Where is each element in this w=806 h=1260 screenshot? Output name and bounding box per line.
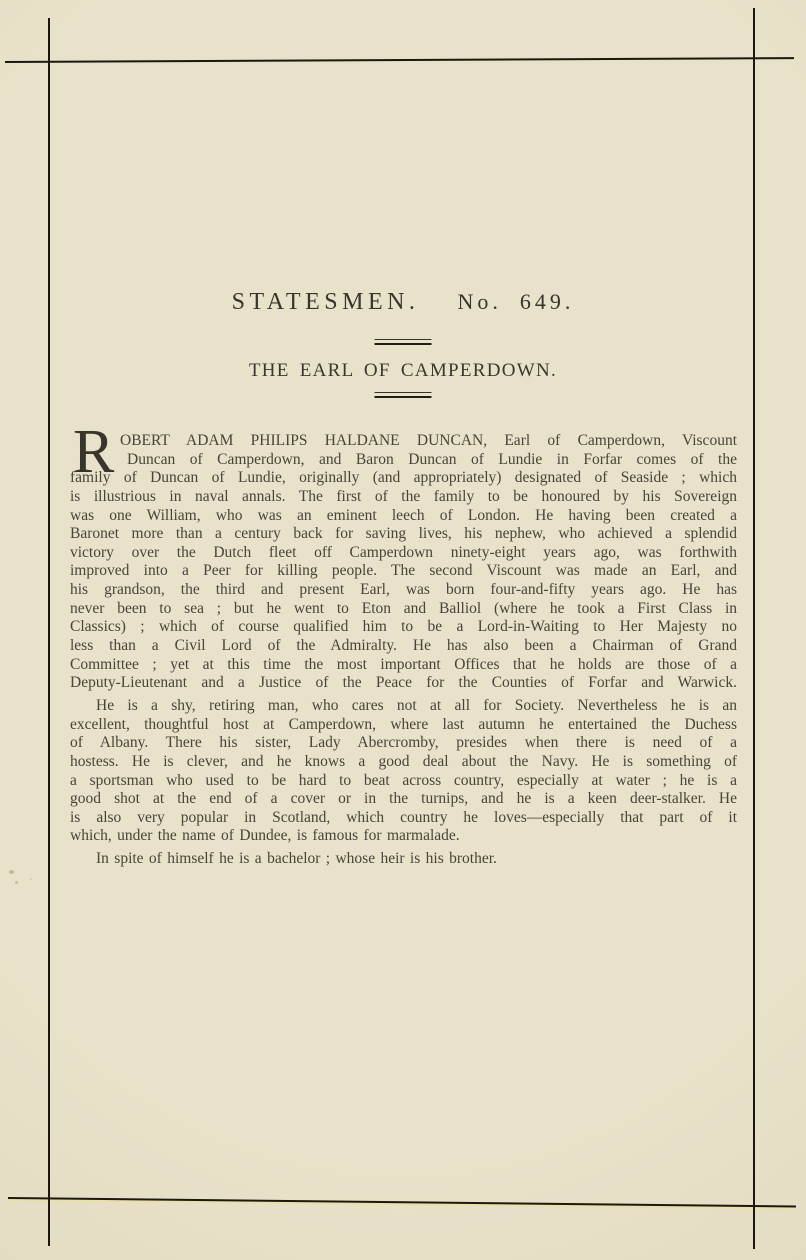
text-line: Baronet more than a century back for saving lives, his nephew, who achieved a splendid <box>70 525 737 543</box>
text-line: OBERT ADAM PHILIPS HALDANE DUNCAN, Earl of Camperdown, Viscount <box>120 432 737 449</box>
divider-thin-rule <box>375 339 432 340</box>
ornamental-divider-bottom <box>375 392 432 398</box>
issue-number-label: No. <box>457 289 502 314</box>
article-title: THE EARL OF CAMPERDOWN. <box>248 360 558 381</box>
paper-speck <box>9 870 14 874</box>
divider-thick-rule <box>375 396 432 398</box>
text-line: family of Duncan of Lundie, originally (and appropriately) designated of Seaside ; which <box>70 469 737 487</box>
text-line: victory over the Dutch fleet off Camperdown ninety-eight years ago, was forthwith <box>70 543 737 561</box>
frame-rule-left <box>48 18 50 1246</box>
series-title: STATESMEN. <box>231 289 420 315</box>
text-line: is illustrious in naval annals. The first of the family to be honoured by his Sovereign <box>70 487 737 505</box>
paragraph-2 <box>70 697 737 846</box>
frame-rule-top <box>5 57 794 63</box>
divider-thin-rule <box>375 392 432 393</box>
text-line: less than a Civil Lord of the Admiralty. He has also been a Chairman of Grand <box>70 637 737 655</box>
paper-speck <box>30 878 32 880</box>
paper-speck <box>15 881 18 884</box>
issue-number-value: 649. <box>519 289 575 314</box>
masthead <box>0 289 806 316</box>
text-line: Duncan of Camperdown, and Baron Duncan of Lundie in Forfar comes of the <box>127 450 737 468</box>
text-line: which, under the name of Dundee, is famous for marmalade. <box>70 827 460 845</box>
frame-rule-bottom <box>8 1197 796 1208</box>
frame-rule-right <box>753 8 755 1249</box>
text-line: of Albany. There his sister, Lady Abercromby, presides when there is need of a <box>70 734 737 752</box>
text-line: a sportsman who used to be hard to beat across country, especially at water ; he is a <box>70 771 737 789</box>
text-line: Committee ; yet at this time the most important Offices that he holds are those of a <box>70 655 737 673</box>
divider-thick-rule <box>375 343 432 345</box>
paragraph-3 <box>70 850 737 869</box>
paragraph-1 <box>70 418 737 693</box>
text-line: is also very popular in Scotland, which country he loves—especially that part of it <box>70 808 737 826</box>
text-line: excellent, thoughtful host at Camperdown, where last autumn he entertained the Duchess <box>70 715 737 733</box>
text-line: never been to sea ; but he went to Eton and Balliol (where he took a First Class in <box>70 599 737 617</box>
text-line: hostess. He is clever, and he knows a good deal about the Navy. He is something of <box>70 752 737 770</box>
ornamental-divider-top <box>375 339 432 345</box>
text-line: good shot at the end of a cover or in the turnips, and he is a keen deer-stalker. He <box>70 790 737 808</box>
dropcap-initial: R <box>73 418 115 486</box>
text-line: was one William, who was an eminent leech of London. He having been created a <box>70 506 737 524</box>
text-line: Deputy-Lieutenant and a Justice of the Peace for the Counties of Forfar and Warwick. <box>70 674 737 692</box>
text-line: his grandson, the third and present Earl, was born four-and-fifty years ago. He has <box>70 581 737 599</box>
text-line: He is a shy, retiring man, who cares not at all for Society. Nevertheless he is an <box>96 696 737 714</box>
text-line: improved into a Peer for killing people. The second Viscount was made an Earl, and <box>70 562 737 580</box>
text-line: In spite of himself he is a bachelor ; whose heir is his brother. <box>96 850 497 868</box>
article-body <box>70 418 737 869</box>
text-line: Classics) ; which of course qualified him to be a Lord-in-Waiting to Her Majesty no <box>70 618 737 636</box>
